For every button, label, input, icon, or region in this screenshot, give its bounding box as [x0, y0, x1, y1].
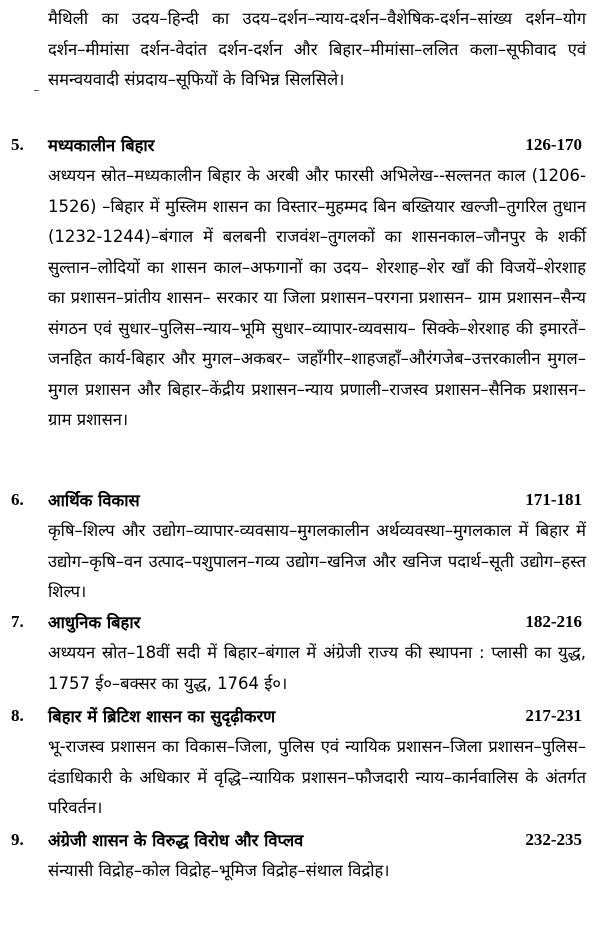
intro-paragraph: मैथिली का उदय–हिन्दी का उदय–दर्शन–न्याय-दर्शन–वैशेषिक-दर्शन–सांख्य दर्शन–योग दर्शन–मीमांसा दर्शन-वेदांत दर्शन-दर्शन और बिहार–मीमांसा–ललित कला–सूफीवाद एवं समन्वयवादी संप्रदाय–सूफियों के विभिन्न सिलसिले।	[48, 9, 586, 89]
section-heading	[0, 608, 600, 638]
section-page-range: 171-181	[525, 490, 582, 509]
section-number: 5.	[11, 135, 24, 154]
section-9	[0, 826, 600, 887]
section-number: 8.	[11, 706, 24, 725]
section-6	[0, 486, 600, 608]
section-page-range: 232-235	[525, 830, 582, 849]
section-heading	[0, 131, 600, 161]
section-title: आधुनिक बिहार	[48, 613, 141, 632]
section-8	[0, 702, 600, 824]
section-heading	[0, 826, 600, 856]
section-page-range: 126-170	[525, 135, 582, 154]
section-body: अध्ययन स्रोत–18वीं सदी में बिहार–बंगाल में अंग्रेजी राज्य की स्थापना : प्लासी का युद्ध, 1757 ई०–बक्सर का युद्ध, 1764 ई०।	[48, 643, 586, 693]
section-title: आर्थिक विकास	[48, 491, 140, 510]
section-heading	[0, 486, 600, 516]
section-number: 7.	[11, 612, 24, 631]
margin-mark	[34, 90, 39, 91]
section-page-range: 217-231	[525, 706, 582, 725]
section-heading	[0, 702, 600, 732]
section-body: अध्ययन स्रोत–मध्यकालीन बिहार के अरबी और फारसी अभिलेख--सल्तनत काल (1206-1526) –बिहार में मुस्लिम शासन का विस्तार–मुहम्मद बिन बख्तियार खल्जी–तुगरिल तुधान (1232-1244)–बंगाल में बलबनी राजवंश–तुगलकों का शासनकाल–जौनपुर के शर्की सुल्तान–लोदियों का शासन काल–अफगानों का उदय– शेरशाह–शेर खाँ की विजयें–शेरशाह का प्रशासन–प्रांतीय शासन– सरकार या जिला प्रशासन–परगना प्रशासन– ग्राम प्रशासन–सैन्य संगठन एवं सुधार–पुलिस–न्याय–भूमि सुधार–व्यापार-व्यवसाय– सिक्के–शेरशाह की इमारतें–जनहित कार्य-बिहार और मुगल–अकबर– जहाँगीर–शाहजहाँ–औरंगजेब–उत्तरकालीन मुगल– मुगल प्रशासन और बिहार–केंद्रीय प्रशासन–न्याय प्रणाली–राजस्व प्रशासन–सैनिक प्रशासन–ग्राम प्रशासन।	[48, 166, 586, 429]
section-body: कृषि–शिल्प और उद्योग–व्यापार-व्यवसाय–मुगलकालीन अर्थव्यवस्था–मुगलकाल में बिहार में उद्योग–कृषि–वन उत्पाद–पशुपालन–गव्य उद्योग–खनिज और खनिज पदार्थ–सूती उद्योग–हस्त शिल्प।	[48, 521, 586, 601]
section-title: मध्यकालीन बिहार	[48, 136, 155, 155]
section-7	[0, 608, 600, 699]
section-number: 9.	[11, 830, 24, 849]
section-title: बिहार में ब्रिटिश शासन का सुदृढ़ीकरण	[48, 707, 276, 726]
section-5	[0, 131, 600, 436]
section-title: अंग्रेजी शासन के विरुद्ध विरोध और विप्लव	[48, 831, 304, 850]
section-page-range: 182-216	[525, 612, 582, 631]
section-body: संन्यासी विद्रोह–कोल विद्रोह–भूमिज विद्रोह–संथाल विद्रोह।	[48, 861, 390, 880]
section-number: 6.	[11, 490, 24, 509]
section-body: भू-राजस्व प्रशासन का विकास–जिला, पुलिस एवं न्यायिक प्रशासन–जिला प्रशासन–पुलिस–दंडाधिकारी के अधिकार में वृद्धि–न्यायिक प्रशासन–फौजदारी न्याय–कार्नवालिस के अंतर्गत परिवर्तन।	[48, 737, 586, 817]
